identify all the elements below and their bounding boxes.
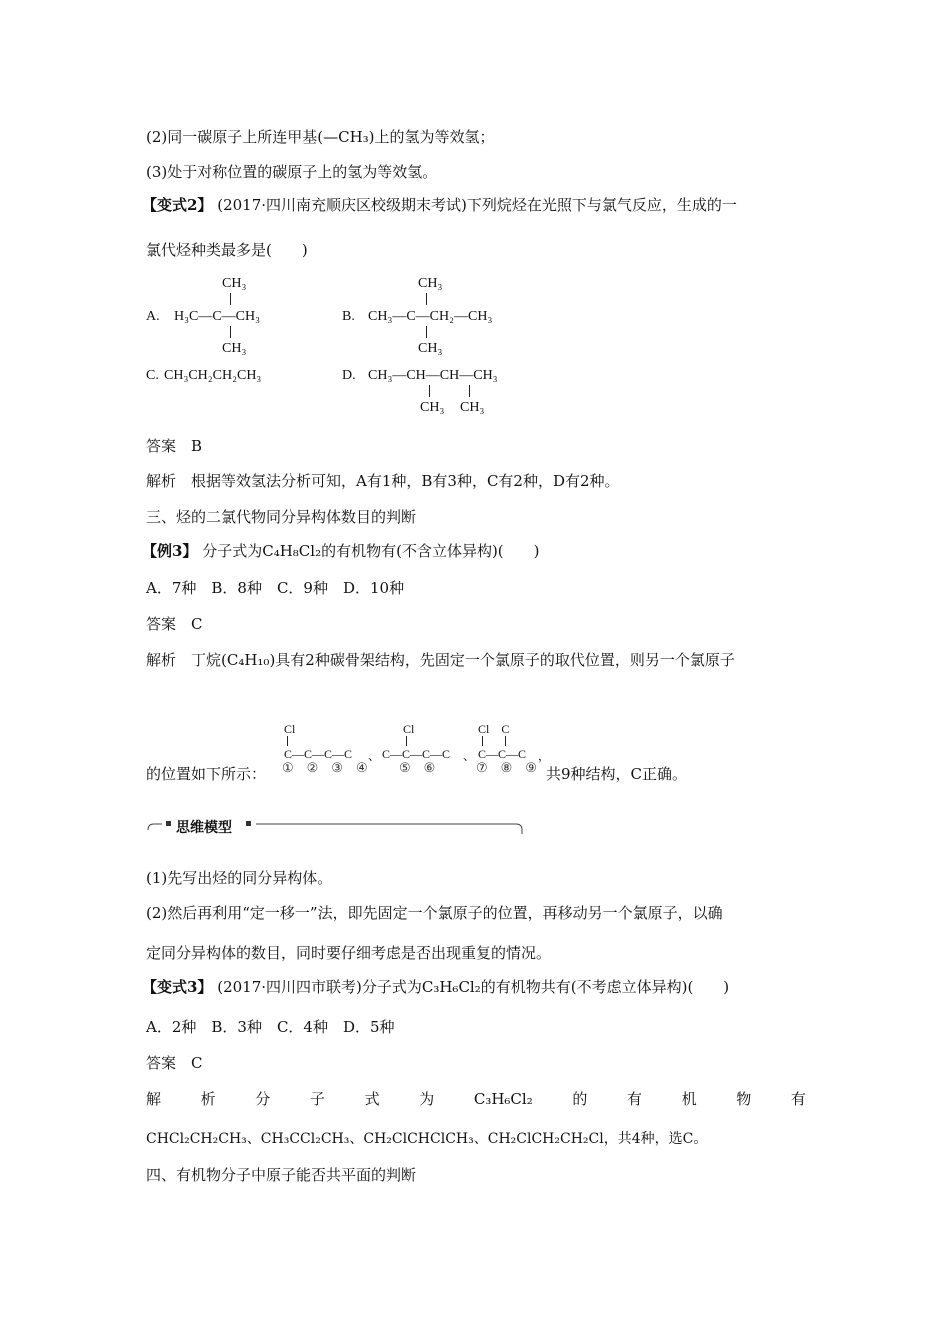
example-3-options: A．7种 B．8种 C．9种 D．10种 — [146, 579, 405, 597]
bond-line — [287, 736, 288, 746]
word: 的 — [572, 1090, 588, 1108]
rule-3: (3)处于对称位置的碳原子上的氢为等效氢。 — [146, 163, 438, 181]
option-b-chain: CH₃—C—CH₂—CH₃ — [368, 309, 493, 324]
bond-line — [426, 293, 427, 305]
variant-2-explanation: 解析 根据等效氢法分析可知，A有1种，B有3种，C有2种，D有2种。 — [146, 472, 620, 490]
skeleton-3-top: Cl C — [478, 722, 510, 736]
word: 有 — [790, 1090, 806, 1108]
thinking-model-header — [146, 816, 524, 838]
skeleton-1-chain: C—C—C—C — [284, 747, 353, 761]
word: 机 — [681, 1090, 697, 1108]
skeleton-1-positions: ① ② ③ ④ — [282, 761, 368, 776]
option-d-bottom-2: CH₃ — [460, 400, 485, 415]
model-step-2: (2)然后再利用“定一移一”法，即先固定一个氯原子的位置，再移动另一个氯原子，以确 — [146, 904, 723, 922]
separator: 、 — [368, 749, 381, 763]
option-d-chain: CH₃—CH—CH—CH₃ — [368, 368, 498, 383]
example-3-explanation-line2-end: 共9种结构，C正确。 — [546, 765, 688, 783]
option-b-label: B. — [342, 309, 355, 324]
option-a-top: CH₃ — [222, 276, 247, 291]
variant-3-explanation-line1 — [146, 1089, 806, 1109]
section-3-heading: 三、烃的二氯代物同分异构体数目的判断 — [146, 508, 417, 526]
bond-line — [230, 293, 231, 305]
separator: 、 — [463, 749, 476, 763]
word: 有 — [626, 1090, 642, 1108]
example-3-question: 【例3】 分子式为C₄H₈Cl₂的有机物有(不含立体异构)( ) — [142, 542, 540, 560]
option-a-bottom: CH₃ — [222, 341, 247, 356]
variant-3-answer: 答案 C — [146, 1054, 203, 1072]
variant-3-options: A．2种 B．3种 C．4种 D．5种 — [146, 1018, 395, 1036]
section-4-heading: 四、有机物分子中原子能否共平面的判断 — [146, 1166, 417, 1184]
word: 为 — [419, 1090, 435, 1108]
bond-line — [482, 736, 483, 746]
word: 分 — [255, 1090, 271, 1108]
variant-2-tag: 【变式2】 — [142, 196, 213, 214]
example-3-explanation-line1: 解析 丁烷(C₄H₁₀)具有2种碳骨架结构，先固定一个氯原子的取代位置，则另一个氯原子 — [146, 651, 735, 669]
option-b-bottom: CH₃ — [418, 341, 443, 356]
option-c-chain: CH₃CH₂CH₂CH₃ — [164, 368, 262, 383]
variant-3-tag: 【变式3】 — [142, 978, 213, 996]
word: 析 — [200, 1090, 216, 1108]
skeleton-2-positions: ⑤ ⑥ — [399, 761, 436, 776]
variant-2-answer: 答案 B — [146, 437, 203, 455]
bond-line — [469, 385, 470, 397]
variant-2-question-line2: 氯代烃种类最多是( ) — [146, 241, 308, 259]
skeleton-1-cl: Cl — [284, 722, 296, 736]
thinking-model-title: 思维模型 — [176, 820, 232, 836]
skeleton-3-positions: ⑦ ⑧ ⑨ — [476, 761, 537, 776]
model-step-1: (1)先写出烃的同分异构体。 — [146, 869, 333, 887]
bond-line — [230, 326, 231, 338]
example-3-explanation-line2-start: 的位置如下所示： — [146, 765, 267, 783]
separator: ， — [538, 749, 551, 763]
variant-2-question-line1: 【变式2】 (2017·四川南充顺庆区校级期末考试)下列烷烃在光照下与氯气反应，生成的一 — [142, 196, 737, 214]
variant-3-explanation-line2: CHCl₂CH₂CH₃、CH₃CCl₂CH₃、CH₂ClCHClCH₃、CH₂ClCH₂CH₂Cl，共4种，选C。 — [146, 1131, 708, 1147]
word: C₃H₆Cl₂ — [473, 1090, 533, 1108]
option-a-chain: H₃C—C—CH₃ — [174, 309, 260, 324]
option-a-label: A. — [146, 309, 160, 324]
bond-line — [505, 736, 506, 746]
variant-3-question: 【变式3】 (2017·四川四市联考)分子式为C₃H₆Cl₂的有机物共有(不考虑立体异构)( ) — [142, 978, 730, 996]
word: 解 — [146, 1090, 162, 1108]
model-step-2-cont: 定同分异构体的数目，同时要仔细考虑是否出现重复的情况。 — [146, 944, 552, 962]
example-3-answer: 答案 C — [146, 615, 203, 633]
bond-line — [406, 736, 407, 746]
option-c-label: C. — [146, 368, 159, 383]
skeleton-2-cl: Cl — [403, 722, 415, 736]
word: 子 — [309, 1090, 325, 1108]
bond-line — [429, 385, 430, 397]
option-b-top: CH₃ — [418, 276, 443, 291]
skeleton-3-chain: C—C—C — [478, 747, 527, 761]
example-3-tag: 【例3】 — [142, 542, 198, 560]
skeleton-2-chain: C—C—C—C — [382, 747, 451, 761]
option-d-bottom-1: CH₃ — [420, 400, 445, 415]
word: 物 — [736, 1090, 752, 1108]
option-d-label: D. — [342, 368, 356, 383]
bond-line — [426, 326, 427, 338]
word: 式 — [364, 1090, 380, 1108]
rule-2: (2)同一碳原子上所连甲基(—CH₃)上的氢为等效氢； — [146, 128, 495, 146]
